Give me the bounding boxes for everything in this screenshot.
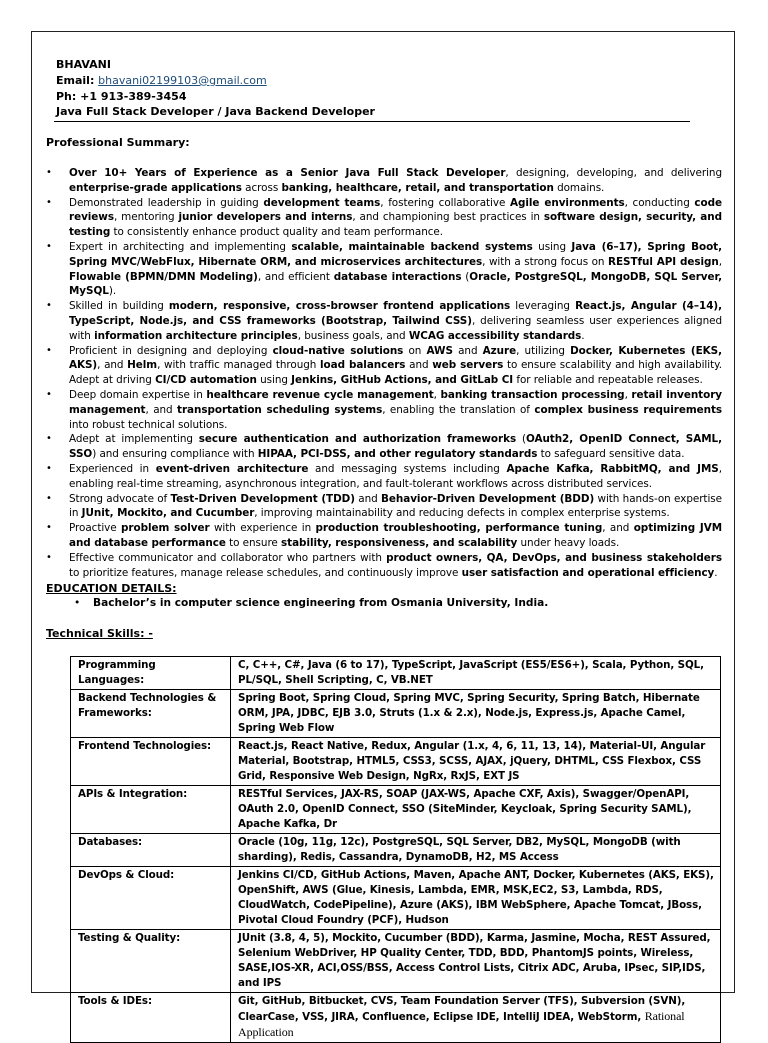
job-title: Java Full Stack Developer / Java Backend Developer [56,105,375,118]
skill-values-text: C, C++, C#, Java (6 to 17), TypeScript, JavaScript (ES5/ES6+), Scala, Python, SQL, PL/SQL, Shell Scripting, C, VB.NET [238,659,704,686]
skill-values-text: Oracle (10g, 11g, 12c), PostgreSQL, SQL Server, DB2, MySQL, MongoDB (with sharding), Redis, Cassandra, DynamoDB, H2, MS Access [238,836,681,863]
skill-category: Backend Technologies & Frameworks: [71,690,231,738]
skill-values-text: Jenkins CI/CD, GitHub Actions, Maven, Apache ANT, Docker, Kubernetes (AKS, EKS), OpenShift, AWS (Glue, Kinesis, Lambda, EMR, MSK,EC2, S3, Lambda, RDS, CloudWatch, CodePipeline), Azure (AKS), IBM WebSphere, Apache Tomcat, JBoss, Pivotal Cloud Foundry (PCF), Hudson [238,869,714,926]
summary-item: • Skilled in building modern, responsive, cross-browser frontend applications leveraging React.js, Angular (4–14), TypeScript, Node.js, and CSS frameworks (Bootstrap, Tailwind CSS), delivering seamless user experiences aligned with information architecture principles, business goals, and WCAG accessibility standards. [46,299,722,343]
skills-row [71,738,721,786]
skill-category: Tools & IDEs: [71,993,231,1043]
education-bullet: • [74,597,81,609]
skill-values [231,690,721,738]
skill-values [231,993,721,1043]
skills-row [71,657,721,690]
skill-values-text: React.js, React Native, Redux, Angular (1.x, 4, 6, 11, 13, 14), Material-UI, Angular Material, Bootstrap, HTML5, CSS3, SCSS, AJAX, jQuery, DHTML, CSS Flexbox, CSS Grid, Responsive Web Design, NgRx, RxJS, EXT JS [238,740,706,782]
skills-row [71,993,721,1043]
summary-item: • Expert in architecting and implementing scalable, maintainable backend systems using Java (6–17), Spring Boot, Spring MVC/WebFlux, Hibernate ORM, and microservices architectures, with a strong focus on RESTful API design, Flowable (BPMN/DMN Modeling), and efficient database interactions (Oracle, PostgreSQL, MongoDB, SQL Server, MySQL). [46,240,722,299]
summary-item: • Proficient in designing and deploying cloud-native solutions on AWS and Azure, utilizing Docker, Kubernetes (EKS, AKS), and Helm, with traffic managed through load balancers and web servers to ensure scalability and high availability. Adept at driving CI/CD automation using Jenkins, GitHub Actions, and GitLab CI for reliable and repeatable releases. [46,344,722,388]
skill-values-text: JUnit (3.8, 4, 5), Mockito, Cucumber (BDD), Karma, Jasmine, Mocha, REST Assured, Selenium WebDriver, HP Quality Center, TDD, BDD, PhantomJS points, Wireless, SASE,IOS-XR, ACI,OSS/BSS, Access Control Lists, Citrix ADC, Aruba, IPsec, SIP,IDS, and IPS [238,932,711,989]
skills-row [71,690,721,738]
skill-values [231,867,721,930]
skill-values [231,930,721,993]
education-heading: EDUCATION DETAILS: [46,582,177,595]
skill-category: Testing & Quality: [71,930,231,993]
education-item: Bachelor’s in computer science engineering from Osmania University, India. [93,597,549,609]
skills-row [71,834,721,867]
summary-heading: Professional Summary: [46,136,190,149]
skill-category: DevOps & Cloud: [71,867,231,930]
skills-table [70,656,721,1043]
skill-values [231,738,721,786]
skills-heading: Technical Skills: - [46,627,153,640]
email-label: Email: [56,74,99,87]
skill-values-text: Git, GitHub, Bitbucket, CVS, Team Foundation Server (TFS), Subversion (SVN), ClearCase, VSS, JIRA, Confluence, Eclipse IDE, IntelliJ IDEA, WebStorm, [238,995,686,1023]
summary-item: • Adept at implementing secure authentication and authorization frameworks (OAuth2, OpenID Connect, SAML, SSO) and ensuring compliance with HIPAA, PCI-DSS, and other regulatory standards to safeguard sensitive data. [46,432,722,462]
summary-item: • Over 10+ Years of Experience as a Senior Java Full Stack Developer, designing, developing, and delivering enterprise-grade applications across banking, healthcare, retail, and transportation domains. [46,166,722,196]
skill-category: APIs & Integration: [71,786,231,834]
candidate-name: BHAVANI [56,58,111,71]
skill-category: Frontend Technologies: [71,738,231,786]
header-rule [54,121,690,122]
skill-values [231,657,721,690]
skills-row [71,867,721,930]
skill-values-text: Spring Boot, Spring Cloud, Spring MVC, Spring Security, Spring Batch, Hibernate ORM, JPA, JDBC, EJB 3.0, Struts (1.x & 2.x), Node.js, Express.js, Apache Camel, Spring Web Flow [238,692,700,734]
summary-item: • Deep domain expertise in healthcare revenue cycle management, banking transaction processing, retail inventory management, and transportation scheduling systems, enabling the translation of complex business requirements into robust technical solutions. [46,388,722,432]
email-line [56,73,267,89]
skill-values-tail: Rational Application [238,1009,685,1039]
summary-item: • Experienced in event-driven architecture and messaging systems including Apache Kafka, RabbitMQ, and JMS, enabling real-time streaming, asynchronous integration, and fault-tolerant workflows across distributed services. [46,462,722,492]
summary-item: • Demonstrated leadership in guiding development teams, fostering collaborative Agile environments, conducting code reviews, mentoring junior developers and interns, and championing best practices in software design, security, and testing to consistently enhance product quality and team performance. [46,196,722,240]
phone-line: Ph: +1 913-389-3454 [56,90,187,103]
summary-list [46,166,722,580]
skill-values-text: RESTful Services, JAX-RS, SOAP (JAX-WS, Apache CXF, Axis), Swagger/OpenAPI, OAuth 2.0, OpenID Connect, SSO (SiteMinder, Keycloak, Spring Security SAML), Apache Kafka, Dr [238,788,692,830]
skill-values [231,786,721,834]
summary-item: • Strong advocate of Test-Driven Development (TDD) and Behavior-Driven Development (BDD) with hands-on expertise in JUnit, Mockito, and Cucumber, improving maintainability and reducing defects in complex enterprise systems. [46,492,722,522]
skill-category: Databases: [71,834,231,867]
skills-row [71,930,721,993]
email-link[interactable]: bhavani02199103@gmail.com [98,74,267,87]
summary-item: • Proactive problem solver with experience in production troubleshooting, performance tuning, and optimizing JVM and database performance to ensure stability, responsiveness, and scalability under heavy loads. [46,521,722,551]
summary-item: • Effective communicator and collaborator who partners with product owners, QA, DevOps, and business stakeholders to prioritize features, manage release schedules, and continuously improve user satisfaction and operational efficiency. [46,551,722,581]
skills-row [71,786,721,834]
skill-category: Programming Languages: [71,657,231,690]
skill-values [231,834,721,867]
